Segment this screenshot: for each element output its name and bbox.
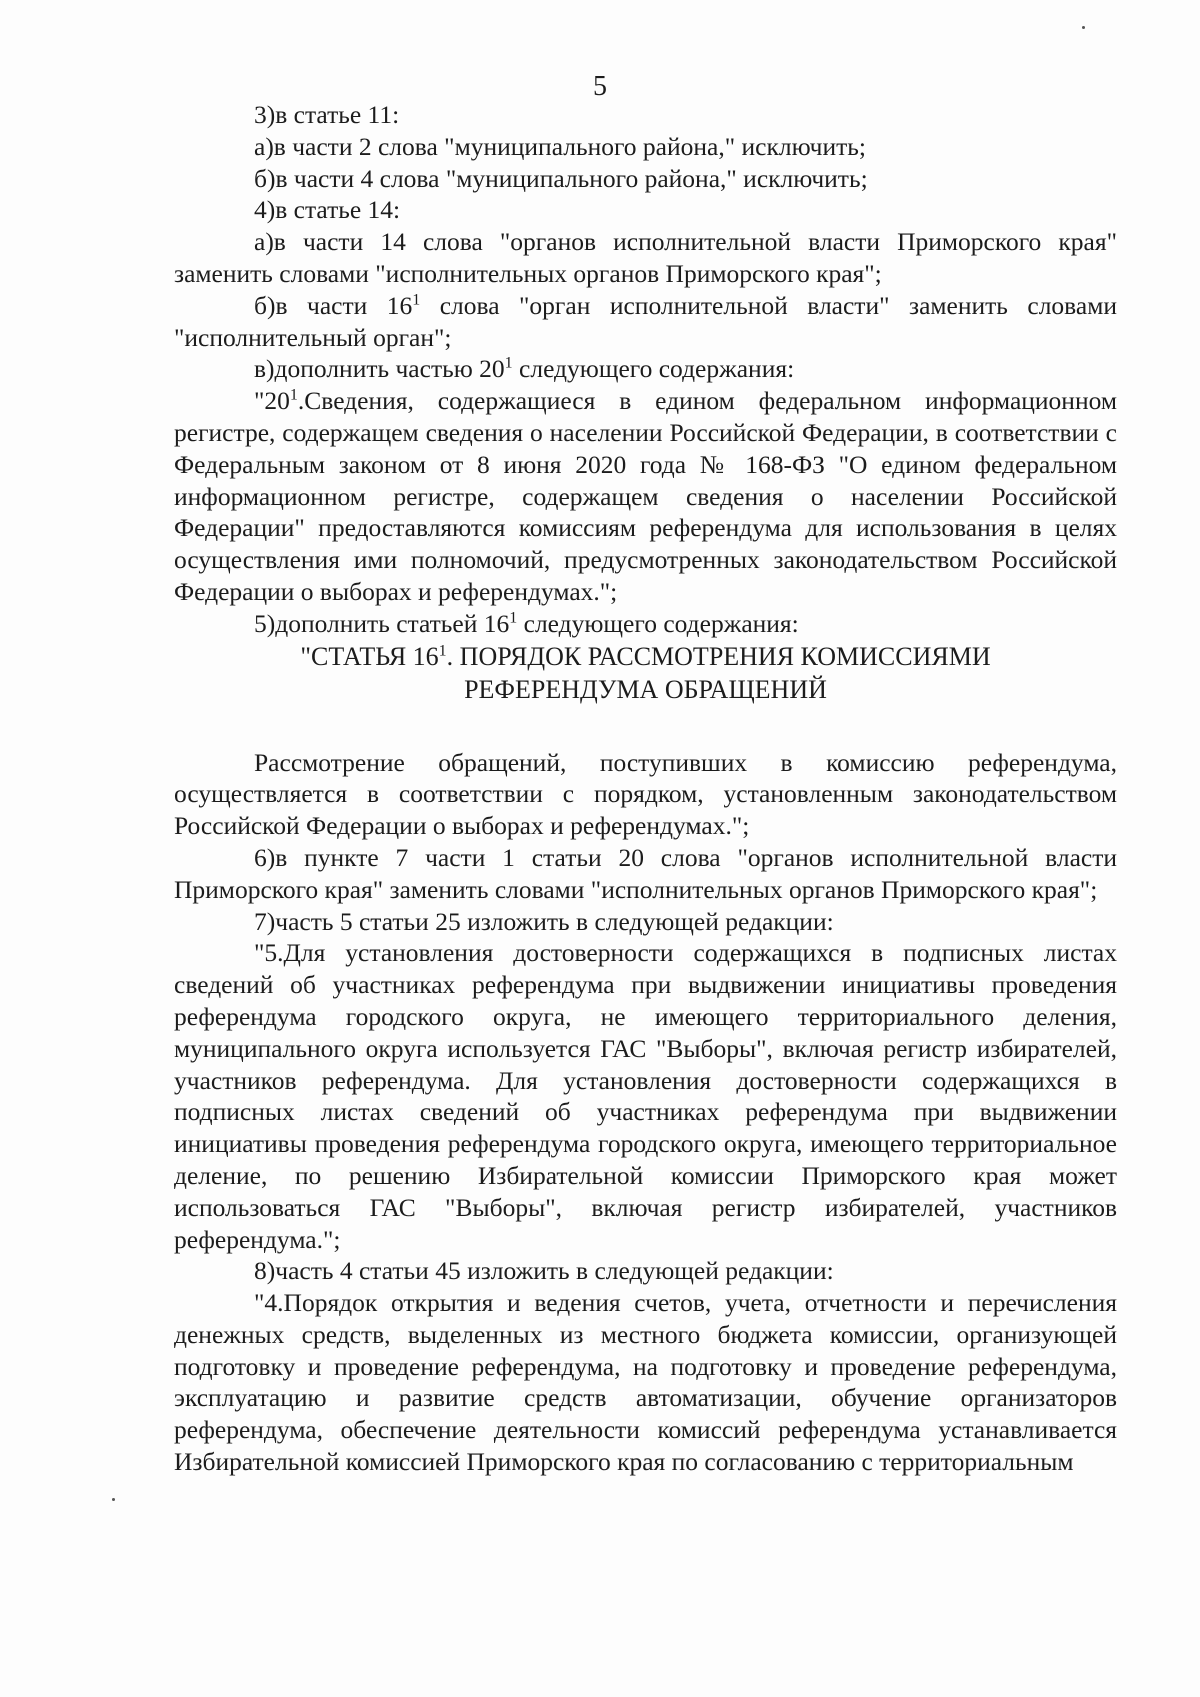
article-heading-line-1 (174, 640, 1117, 673)
text-after-sup: следующего содержания: (517, 608, 799, 638)
superscript: 1 (438, 641, 447, 659)
paragraph-item-7: 7)часть 5 статьи 25 изложить в следующей редакции: (254, 906, 834, 936)
paragraph-article-16-1-body: Рассмотрение обращений, поступивших в комиссию референдума, осуществляется в соответствии с порядком, установленным законодательством Российской Федерации о выборах и референдумах."; (174, 747, 1117, 841)
scan-speck (1082, 26, 1085, 29)
scan-speck (112, 1498, 115, 1501)
paragraph-item-5 (174, 608, 1117, 640)
text-after-sup: слова "орган исполнительной власти" заменить словами "исполнительный орган"; (174, 290, 1117, 352)
superscript: 1 (504, 354, 513, 372)
paragraph-item-3b: б)в части 4 слова "муниципального района," исключить; (254, 163, 868, 193)
text-before-sup: в)дополнить частью 20 (254, 354, 505, 384)
paragraph-item-4b (174, 290, 1117, 354)
document-body (174, 99, 1117, 1478)
paragraph-item-4: 4)в статье 14: (254, 195, 401, 225)
text-after-sup: . ПОРЯДОК РАССМОТРЕНИЯ КОМИССИЯМИ (446, 641, 991, 671)
text-before-sup: 5)дополнить статьей 16 (254, 608, 510, 638)
superscript: 1 (412, 291, 421, 309)
page-number: 5 (593, 71, 607, 102)
text-before-sup: "20 (254, 386, 290, 416)
paragraph-part-20-1 (174, 385, 1117, 608)
article-heading-line-2: РЕФЕРЕНДУМА ОБРАЩЕНИЙ (464, 674, 827, 704)
paragraph-item-4v (174, 353, 1117, 385)
text-before-sup: б)в части 16 (254, 290, 413, 320)
paragraph-item-3: 3)в статье 11: (254, 100, 400, 129)
paragraph-part-5: "5.Для установления достоверности содержащихся в подписных листах сведений об участниках референдума при выдвижении инициативы проведения референдума городского округа, не имеющего территориального деления, муниципального округа используется ГАС "Выборы", включая регистр избирателей, участников референдума. Для установления достоверности содержащихся в подписных листах сведений об участниках референдума при выдвижении инициативы проведения референдума городского округа, имеющего территориальное деление, по решению Избирательной комиссии Приморского края может использоваться ГАС "Выборы", включая регистр избирателей, участников референдума."; (174, 938, 1117, 1254)
paragraph-item-4a: а)в части 14 слова "органов исполнительной власти Приморского края" заменить словами "исполнительных органов Приморского края"; (174, 227, 1117, 288)
paragraph-item-3a: а)в части 2 слова "муниципального района," исключить; (254, 131, 867, 161)
text-after-sup: следующего содержания: (512, 354, 795, 384)
superscript: 1 (509, 609, 518, 627)
paragraph-item-8: 8)часть 4 статьи 45 изложить в следующей редакции: (254, 1256, 834, 1286)
superscript: 1 (289, 386, 298, 404)
paragraph-part-4: "4.Порядок открытия и ведения счетов, учета, отчетности и перечисления денежных средств, выделенных из местного бюджета комиссии, организующей подготовку и проведение референдума, на подготовку и проведение референдума, эксплуатацию и развитие средств автоматизации, обучение организаторов референдума, обеспечение деятельности комиссий референдума устанавливается Избирательной комиссией Приморского края по согласованию с территориальным (174, 1288, 1117, 1477)
text-before-sup: "СТАТЬЯ 16 (300, 641, 439, 671)
paragraph-item-6: 6)в пункте 7 части 1 статьи 20 слова "органов исполнительной власти Приморского края" заменить словами "исполнительных органов Приморского края"; (174, 842, 1117, 904)
text-after-sup: .Сведения, содержащиеся в едином федеральном информационном регистре, содержащем сведения о населении Российской Федерации, в соответствии с Федеральным законом от 8 июня 2020 года № 168-ФЗ "О едином федеральном информационном регистре, содержащем сведения о населении Российской Федерации" предоставляются комиссиям референдума для использования в целях осуществления ими полномочий, предусмотренных законодательством Российской Федерации о выборах и референдумах."; (174, 386, 1117, 606)
